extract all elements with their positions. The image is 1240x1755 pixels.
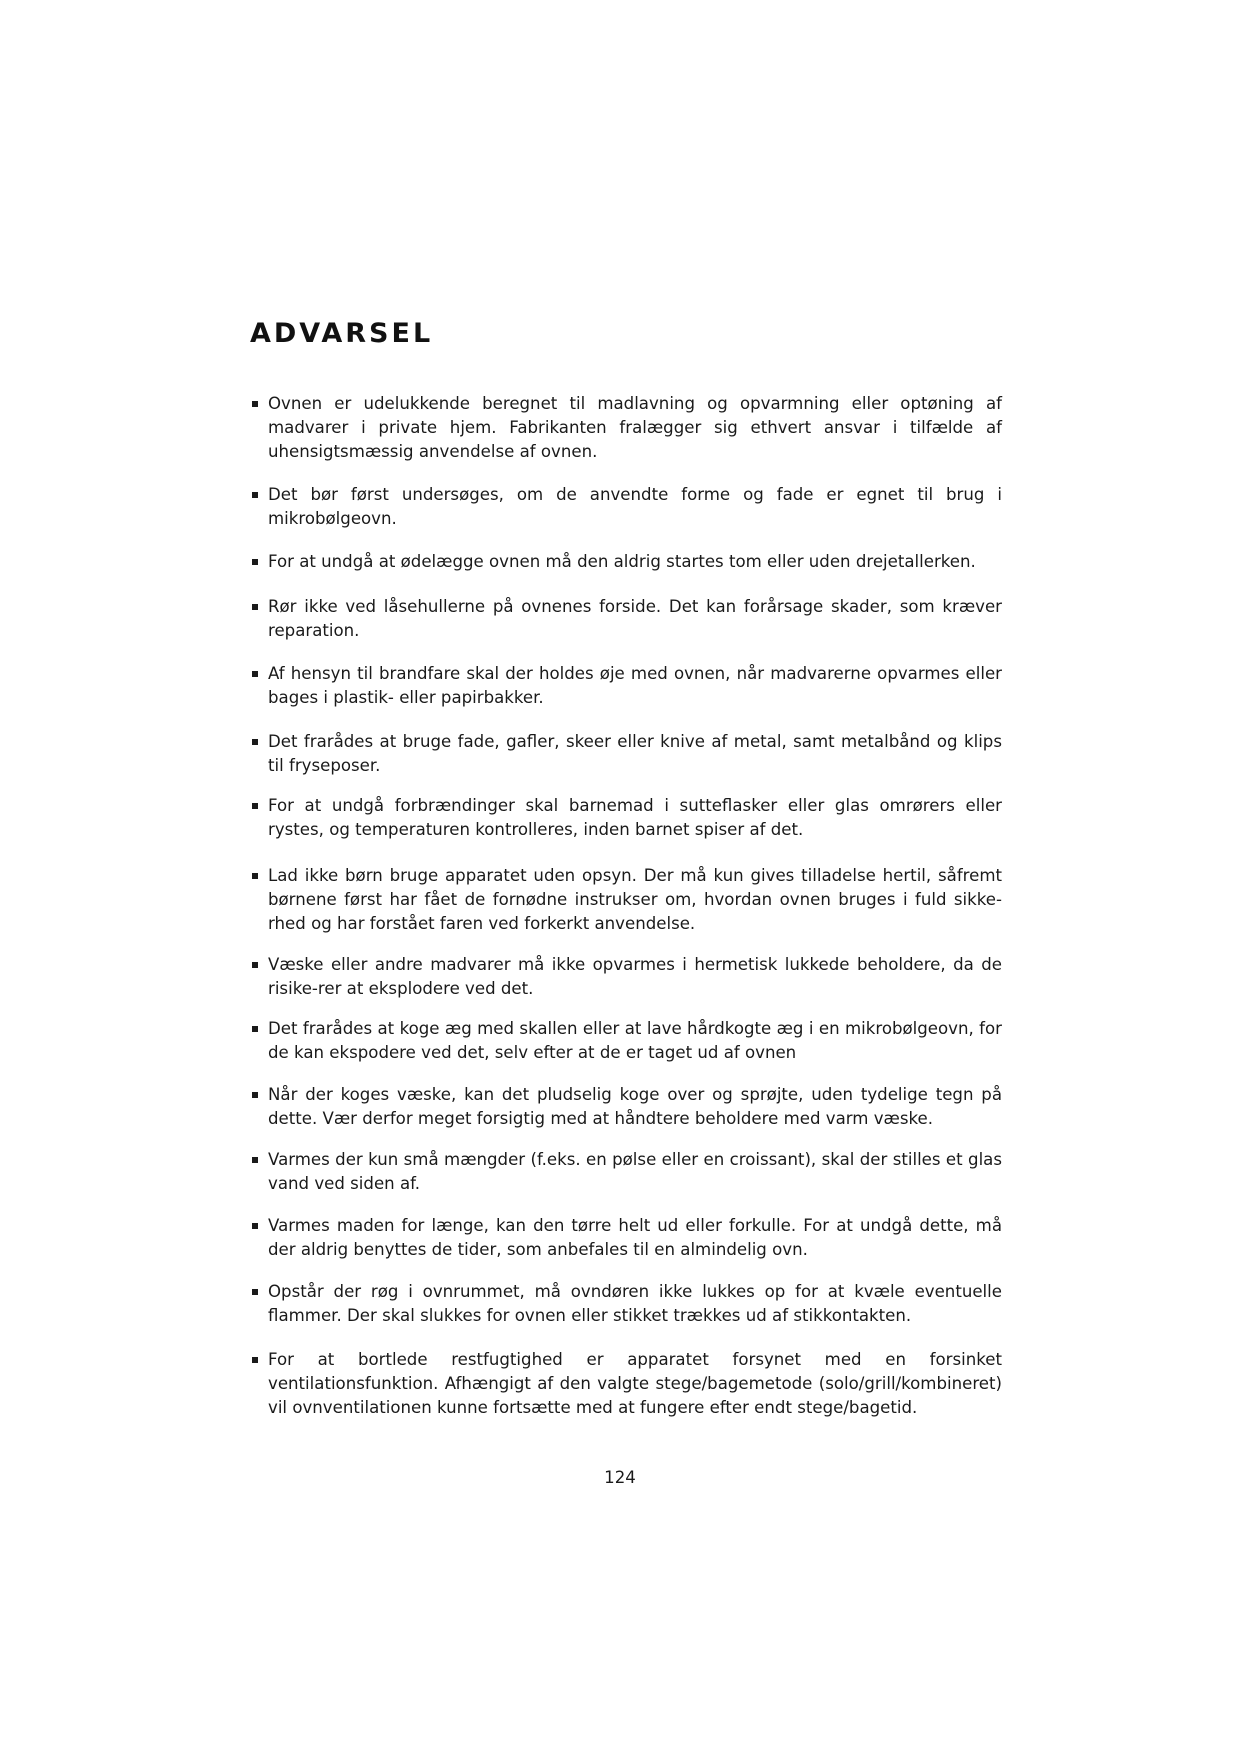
bullet-icon xyxy=(252,962,258,968)
page-title: ADVARSEL xyxy=(250,318,434,349)
list-item-text: For at undgå at ødelægge ovnen må den aldrig startes tom eller uden drejetallerken. xyxy=(268,552,976,571)
list-item-text: Varmes maden for længe, kan den tørre helt ud eller forkulle. For at undgå dette, må der aldrig benyttes de tider, som anbefales til en almindelig ovn. xyxy=(268,1216,1002,1259)
list-item xyxy=(252,483,1002,531)
list-item xyxy=(252,595,1002,643)
bullet-icon xyxy=(252,671,258,677)
list-item-text: Varmes der kun små mængder (f.eks. en pølse eller en croissant), skal der stilles et glas vand ved siden af. xyxy=(268,1150,1002,1193)
list-item xyxy=(252,662,1002,710)
page-number: 124 xyxy=(604,1468,636,1487)
list-item-text: Når der koges væske, kan det pludselig koge over og sprøjte, uden tydelige tegn på dette. Vær derfor meget forsigtig med at håndtere beholdere med varm væske. xyxy=(268,1085,1002,1128)
warning-list xyxy=(252,392,1002,1420)
list-item-text: Væske eller andre madvarer må ikke opvarmes i hermetisk lukkede beholdere, da de risike-rer at eksplodere ved det. xyxy=(268,955,1002,998)
list-item xyxy=(252,1083,1002,1131)
bullet-icon xyxy=(252,1289,258,1295)
list-item xyxy=(252,1148,1002,1196)
list-item xyxy=(252,1280,1002,1328)
bullet-icon xyxy=(252,1092,258,1098)
bullet-icon xyxy=(252,1157,258,1163)
list-item-text: Opstår der røg i ovnrummet, må ovndøren ikke lukkes op for at kvæle eventuelle flammer. Der skal slukkes for ovnen eller stikket trækkes ud af stikkontakten. xyxy=(268,1282,1002,1325)
bullet-icon xyxy=(252,739,258,745)
list-item-text: Lad ikke børn bruge apparatet uden opsyn. Der må kun gives tilladelse hertil, såfremt børnene først har fået de fornødne instrukser om, hvordan ovnen bruges i fuld sikke-rhed og har forstået faren ved forkerkt anvendelse. xyxy=(268,866,1002,933)
list-item xyxy=(252,550,1002,574)
list-item-text: Det frarådes at koge æg med skallen eller at lave hårdkogte æg i en mikrobølgeovn, for de kan ekspodere ved det, selv efter at de er taget ud af ovnen xyxy=(268,1019,1002,1062)
bullet-icon xyxy=(252,401,258,407)
list-item-text: Det frarådes at bruge fade, gafler, skeer eller knive af metal, samt metalbånd og klips til fryseposer. xyxy=(268,732,1002,775)
bullet-icon xyxy=(252,873,258,879)
list-item xyxy=(252,794,1002,842)
list-item xyxy=(252,1348,1002,1420)
list-item-text: Rør ikke ved låsehullerne på ovnenes forside. Det kan forårsage skader, som kræver reparation. xyxy=(268,597,1002,640)
list-item xyxy=(252,864,1002,936)
list-item-text: Ovnen er udelukkende beregnet til madlavning og opvarmning eller optøning af madvarer i private hjem. Fabrikanten fralægger sig ethvert ansvar i tilfælde af uhensigtsmæssig anvendelse af ovnen. xyxy=(268,394,1002,461)
bullet-icon xyxy=(252,1026,258,1032)
bullet-icon xyxy=(252,1357,258,1363)
list-item xyxy=(252,1214,1002,1262)
list-item xyxy=(252,1017,1002,1065)
bullet-icon xyxy=(252,559,258,565)
bullet-icon xyxy=(252,803,258,809)
bullet-icon xyxy=(252,604,258,610)
bullet-icon xyxy=(252,1223,258,1229)
list-item xyxy=(252,730,1002,778)
list-item-text: Af hensyn til brandfare skal der holdes øje med ovnen, når madvarerne opvarmes eller bages i plastik- eller papirbakker. xyxy=(268,664,1002,707)
list-item xyxy=(252,392,1002,464)
list-item-text: Det bør først undersøges, om de anvendte forme og fade er egnet til brug i mikrobølgeovn. xyxy=(268,485,1002,528)
list-item-text: For at bortlede restfugtighed er apparatet forsynet med en forsinket ventilationsfunktion. Afhængigt af den valgte stege/bagemetode (solo/grill/kombineret) vil ovnventilationen kunne fortsætte med at fungere efter endt stege/bagetid. xyxy=(268,1350,1002,1417)
list-item-text: For at undgå forbrændinger skal barnemad i sutteflasker eller glas omrørers eller rystes, og temperaturen kontrolleres, inden barnet spiser af det. xyxy=(268,796,1002,839)
list-item xyxy=(252,953,1002,1001)
bullet-icon xyxy=(252,492,258,498)
